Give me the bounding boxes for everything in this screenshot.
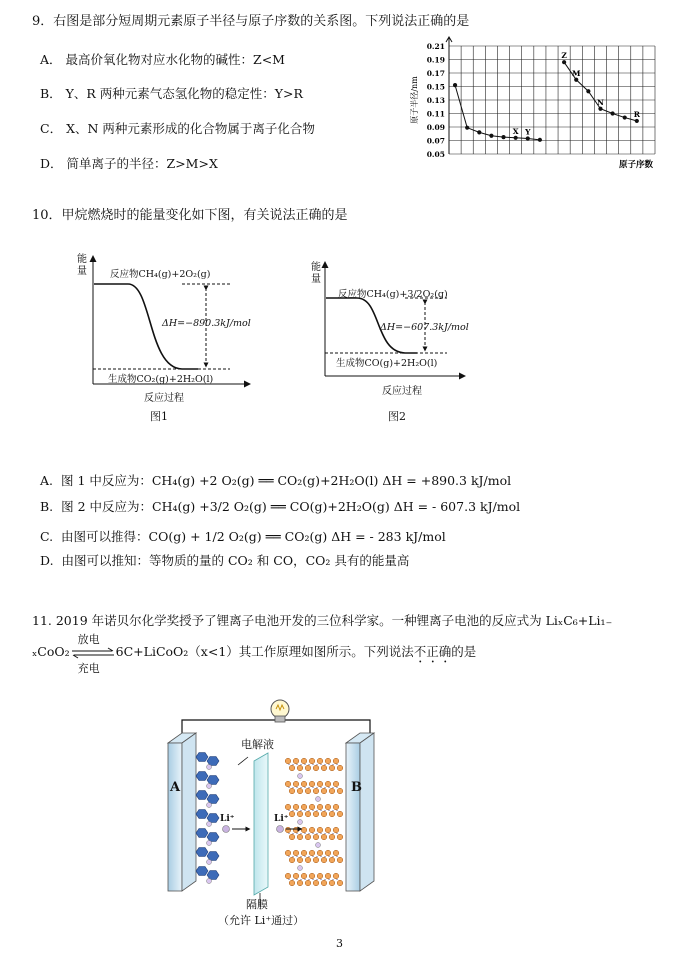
q11-stem-line2 xyxy=(32,632,477,675)
electrolyte-label: 电解液 xyxy=(241,738,274,751)
q11-stem-line1: 11. 2019 年诺贝尔化学奖授予了锂离子电池开发的三位科学家。一种锂离子电池的反应式为 LiₓC₆+Li₁₋ xyxy=(32,613,613,628)
option-letter: A. xyxy=(40,473,54,488)
oxygen-atom xyxy=(329,834,335,840)
fig1-xlabel: 反应过程 xyxy=(144,393,184,404)
option-text: X、N 两种元素形成的化合物属于离子化合物 xyxy=(66,121,315,136)
oxygen-atom xyxy=(289,834,295,840)
y-tick-label: 0.21 xyxy=(426,42,445,51)
oxygen-atom xyxy=(301,804,307,810)
oxygen-atom xyxy=(305,880,311,886)
q9-option-c xyxy=(40,119,315,137)
graphite-hexagon xyxy=(207,757,219,766)
li-ion xyxy=(223,826,230,833)
li-ion xyxy=(298,774,303,779)
graphite-hexagon xyxy=(207,852,219,861)
option-text: 简单离子的半径：Z>M>X xyxy=(66,156,218,171)
chart-axes xyxy=(409,37,653,170)
oxygen-atom xyxy=(329,857,335,863)
data-point xyxy=(477,130,481,134)
li-ion xyxy=(207,765,212,770)
data-point xyxy=(598,107,602,111)
oxygen-atom xyxy=(285,781,291,787)
data-point xyxy=(489,134,493,138)
option-letter: C． xyxy=(40,121,63,136)
data-point xyxy=(526,136,530,140)
electrode-b-label: B xyxy=(351,780,362,795)
y-tick-label: 0.05 xyxy=(426,150,445,159)
graphite-hexagon xyxy=(196,867,208,876)
oxygen-atom xyxy=(309,827,315,833)
oxygen-atom xyxy=(321,811,327,817)
option-letter: A． xyxy=(40,52,62,67)
oxygen-atom xyxy=(321,857,327,863)
li-ion xyxy=(207,860,212,865)
data-point xyxy=(623,115,627,119)
point-label: M xyxy=(572,68,581,78)
oxygen-atom xyxy=(301,850,307,856)
q9-option-a xyxy=(40,50,285,68)
oxygen-atom xyxy=(321,765,327,771)
fig2-caption: 图2 xyxy=(388,410,406,423)
oxygen-atom xyxy=(329,765,335,771)
fig2-dh: ΔH=−607.3kJ/mol xyxy=(380,322,469,333)
stem-text: 的是 xyxy=(451,644,477,659)
oxygen-atom xyxy=(325,804,331,810)
li-ion-label-right: Li⁺ xyxy=(274,814,289,824)
option-letter: B. xyxy=(40,499,54,514)
data-point xyxy=(465,126,469,130)
q10-option-a xyxy=(40,471,511,489)
oxygen-atom xyxy=(333,758,339,764)
data-point xyxy=(562,60,566,64)
oxygen-atom xyxy=(297,765,303,771)
oxygen-atom xyxy=(305,857,311,863)
fig1-ylabel-2: 量 xyxy=(77,266,87,277)
oxygen-atom xyxy=(337,765,343,771)
graphite-hexagon xyxy=(207,814,219,823)
oxygen-atom xyxy=(325,850,331,856)
fig1-ylabel-1: 能 xyxy=(77,254,87,265)
graphite-hexagon xyxy=(207,776,219,785)
oxygen-atom xyxy=(313,834,319,840)
option-text: Y、R 两种元素气态氢化物的稳定性：Y>R xyxy=(65,86,303,101)
oxygen-atom xyxy=(289,880,295,886)
graphite-hexagon xyxy=(196,829,208,838)
oxygen-atom xyxy=(309,758,315,764)
oxygen-atom xyxy=(297,834,303,840)
li-ion xyxy=(277,826,284,833)
licoo2-layers xyxy=(285,758,343,886)
data-point xyxy=(501,135,505,139)
oxygen-atom xyxy=(321,834,327,840)
oxygen-atom xyxy=(333,873,339,879)
graphite-hexagon xyxy=(196,791,208,800)
oxygen-atom xyxy=(309,873,315,879)
stem-text: 6C+LiCoO₂（x<1）其工作原理如图所示。下列说法 xyxy=(115,644,414,659)
electrode-a-label: A xyxy=(170,780,181,795)
oxygen-atom xyxy=(305,765,311,771)
oxygen-atom xyxy=(329,880,335,886)
oxygen-atom xyxy=(289,765,295,771)
oxygen-atom xyxy=(285,804,291,810)
li-ion xyxy=(298,866,303,871)
li-ion xyxy=(207,879,212,884)
y-axis-label: 原子半径/nm xyxy=(410,76,419,124)
page-number: 3 xyxy=(336,937,343,950)
point-label: Y xyxy=(525,127,531,137)
y-tick-label: 0.07 xyxy=(426,136,445,146)
discharge-label: 放电 xyxy=(77,632,100,646)
emphasized-text: 不正确 xyxy=(413,644,452,659)
oxygen-atom xyxy=(317,758,323,764)
oxygen-atom xyxy=(301,781,307,787)
y-tick-label: 0.11 xyxy=(426,109,445,119)
oxygen-atom xyxy=(293,850,299,856)
oxygen-atom xyxy=(285,827,291,833)
li-ion xyxy=(316,843,321,848)
fig1-caption: 图1 xyxy=(150,410,168,423)
graphite-hexagon xyxy=(196,753,208,762)
oxygen-atom xyxy=(289,788,295,794)
fig2-xlabel: 反应过程 xyxy=(382,386,422,397)
formula-fragment: ₓCoO₂ xyxy=(32,644,70,659)
oxygen-atom xyxy=(325,827,331,833)
li-ion xyxy=(298,820,303,825)
oxygen-atom xyxy=(325,758,331,764)
fig1-dh: ΔH=−890.3kJ/mol xyxy=(162,318,251,329)
electrode-a xyxy=(168,733,196,891)
oxygen-atom xyxy=(317,781,323,787)
oxygen-atom xyxy=(309,850,315,856)
oxygen-atom xyxy=(301,873,307,879)
oxygen-atom xyxy=(337,834,343,840)
separator-note: （允许 Li⁺通过） xyxy=(218,914,305,927)
oxygen-atom xyxy=(293,873,299,879)
oxygen-atom xyxy=(313,811,319,817)
oxygen-atom xyxy=(317,873,323,879)
oxygen-atom xyxy=(313,880,319,886)
q10-option-c xyxy=(40,527,446,545)
li-ion-label-left: Li⁺ xyxy=(220,814,235,824)
fig2-product: 生成物CO(g)+2H₂O(l) xyxy=(336,358,438,369)
point-label: N xyxy=(597,97,604,107)
separator-label: 隔膜 xyxy=(246,898,268,911)
oxygen-atom xyxy=(325,873,331,879)
data-point xyxy=(610,111,614,115)
oxygen-atom xyxy=(297,811,303,817)
option-letter: C. xyxy=(40,529,54,544)
oxygen-atom xyxy=(305,811,311,817)
oxygen-atom xyxy=(293,781,299,787)
oxygen-atom xyxy=(285,758,291,764)
li-ion xyxy=(207,822,212,827)
graphite-hexagon xyxy=(207,795,219,804)
oxygen-atom xyxy=(325,781,331,787)
option-letter: D． xyxy=(40,156,63,171)
fig1-reactant: 反应物CH₄(g)+2O₂(g) xyxy=(110,269,211,280)
option-text: 图 1 中反应为：CH₄(g) +2 O₂(g) ══ CO₂(g)+2H₂O(l) ΔH = +890.3 kJ/mol xyxy=(60,473,512,488)
oxygen-atom xyxy=(333,827,339,833)
separator-membrane xyxy=(254,753,268,895)
oxygen-atom xyxy=(285,850,291,856)
fig2-ylabel-1: 能 xyxy=(311,262,321,273)
q9-option-d xyxy=(40,154,218,172)
data-point xyxy=(514,136,518,140)
fig1-product: 生成物CO₂(g)+2H₂O(l) xyxy=(108,374,214,385)
reversible-arrow xyxy=(70,632,116,675)
y-tick-label: 0.17 xyxy=(426,69,445,78)
oxygen-atom xyxy=(309,804,315,810)
option-text: 图 2 中反应为：CH₄(g) +3/2 O₂(g) ══ CO(g)+2H₂O(g) ΔH = - 607.3 kJ/mol xyxy=(61,499,521,514)
y-tick-label: 0.09 xyxy=(426,123,445,132)
li-ion xyxy=(316,797,321,802)
fig2-reactant: 反应物CH₄(g)+3/2O₂(g) xyxy=(338,289,448,300)
charge-label: 充电 xyxy=(77,661,100,675)
oxygen-atom xyxy=(333,781,339,787)
oxygen-atom xyxy=(293,804,299,810)
x-axis-label: 原子序数 xyxy=(618,160,653,170)
oxygen-atom xyxy=(301,758,307,764)
oxygen-atom xyxy=(313,765,319,771)
chart-labels xyxy=(513,51,641,136)
oxygen-atom xyxy=(313,857,319,863)
y-tick-label: 0.13 xyxy=(426,96,445,105)
oxygen-atom xyxy=(337,788,343,794)
fig2-ylabel-2: 量 xyxy=(311,274,321,285)
option-letter: D. xyxy=(40,553,54,568)
oxygen-atom xyxy=(333,804,339,810)
q9-option-b xyxy=(40,84,303,102)
data-point xyxy=(538,138,542,142)
oxygen-atom xyxy=(301,827,307,833)
oxygen-atom xyxy=(317,827,323,833)
q10-option-d xyxy=(40,551,409,569)
oxygen-atom xyxy=(309,781,315,787)
oxygen-atom xyxy=(337,880,343,886)
oxygen-atom xyxy=(321,788,327,794)
data-point xyxy=(574,78,578,82)
q10-option-b xyxy=(40,497,520,515)
oxygen-atom xyxy=(297,788,303,794)
data-point xyxy=(586,89,590,93)
oxygen-atom xyxy=(289,857,295,863)
graphite-hexagon xyxy=(196,772,208,781)
battery-diagram xyxy=(160,695,400,930)
oxygen-atom xyxy=(313,788,319,794)
electrolyte-pointer xyxy=(238,757,248,765)
oxygen-atom xyxy=(317,804,323,810)
graphite-hexagon xyxy=(207,833,219,842)
point-label: Z xyxy=(561,51,567,61)
graphite-hexagon xyxy=(196,848,208,857)
oxygen-atom xyxy=(297,857,303,863)
lightbulb-icon xyxy=(271,700,289,722)
oxygen-atom xyxy=(329,811,335,817)
point-label: R xyxy=(633,109,640,119)
oxygen-atom xyxy=(329,788,335,794)
oxygen-atom xyxy=(317,850,323,856)
oxygen-atom xyxy=(285,873,291,879)
oxygen-atom xyxy=(305,788,311,794)
data-point xyxy=(453,83,457,87)
graphite-hexagon xyxy=(207,871,219,880)
chart-grid xyxy=(449,46,655,154)
li-ion xyxy=(207,841,212,846)
y-tick-label: 0.19 xyxy=(426,55,445,65)
oxygen-atom xyxy=(333,850,339,856)
option-text: 由图可以推知：等物质的量的 CO₂ 和 CO，CO₂ 具有的能量高 xyxy=(61,553,410,568)
oxygen-atom xyxy=(337,811,343,817)
option-text: 由图可以推得：CO(g) + 1/2 O₂(g) ══ CO₂(g) ΔH = - 283 kJ/mol xyxy=(61,529,446,544)
atomic-radius-chart xyxy=(405,36,665,171)
li-ion xyxy=(207,784,212,789)
graphite-layers xyxy=(196,753,219,884)
oxygen-atom xyxy=(321,880,327,886)
oxygen-atom xyxy=(293,827,299,833)
point-label: X xyxy=(512,126,519,136)
y-tick-label: 0.15 xyxy=(426,82,445,92)
electrode-b xyxy=(346,733,374,891)
graphite-hexagon xyxy=(196,810,208,819)
oxygen-atom xyxy=(297,880,303,886)
oxygen-atom xyxy=(305,834,311,840)
data-point xyxy=(635,119,639,123)
option-letter: B． xyxy=(40,86,62,101)
oxygen-atom xyxy=(293,758,299,764)
oxygen-atom xyxy=(289,811,295,817)
li-ion xyxy=(207,803,212,808)
option-text: 最高价氧化物对应水化物的碱性：Z<M xyxy=(65,52,285,67)
q9-stem: 9．右图是部分短周期元素原子半径与原子序数的关系图。下列说法正确的是 xyxy=(32,14,470,29)
q10-stem: 10．甲烷燃烧时的能量变化如下图，有关说法正确的是 xyxy=(32,208,348,223)
oxygen-atom xyxy=(337,857,343,863)
